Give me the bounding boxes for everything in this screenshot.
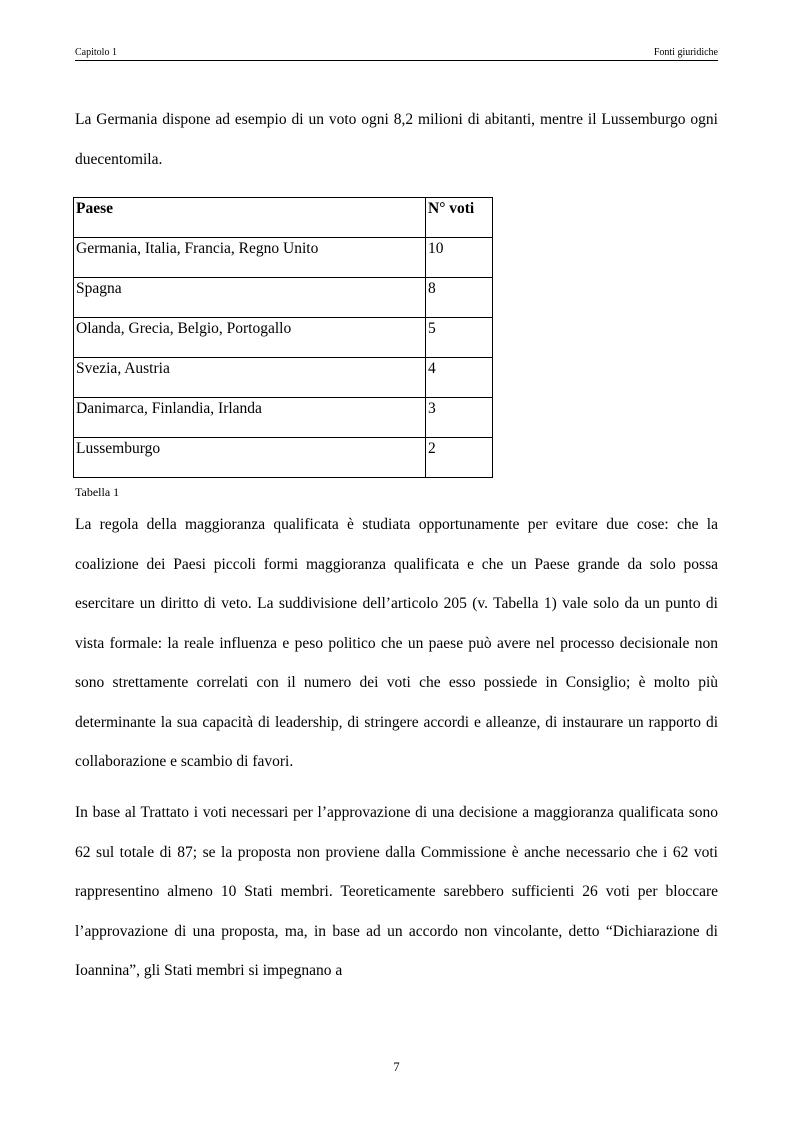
table-row bbox=[74, 398, 493, 438]
table-row bbox=[74, 358, 493, 398]
table-cell-country: Spagna bbox=[74, 278, 426, 318]
header-chapter: Capitolo 1 bbox=[75, 47, 117, 58]
table-cell-votes: 3 bbox=[426, 398, 493, 438]
table-cell-votes: 8 bbox=[426, 278, 493, 318]
votes-table bbox=[73, 197, 493, 478]
intro-paragraph: La Germania dispone ad esempio di un voto ogni 8,2 milioni di abitanti, mentre il Lussemburgo ogni duecentomila. bbox=[75, 111, 718, 168]
table-cell-votes: 4 bbox=[426, 358, 493, 398]
table-row bbox=[74, 278, 493, 318]
table-row bbox=[74, 438, 493, 478]
header-voti: N° voti bbox=[426, 198, 493, 238]
table-caption: Tabella 1 bbox=[75, 485, 120, 499]
table-row bbox=[74, 238, 493, 278]
table-cell-country: Svezia, Austria bbox=[74, 358, 426, 398]
table-row bbox=[74, 318, 493, 358]
page-number: 7 bbox=[393, 1060, 400, 1074]
body-paragraph-treaty: In base al Trattato i voti necessari per l’approvazione di una decisione a maggioranza qualificata sono 62 sul totale di 87; se la proposta non proviene dalla Commissione è anche necessario che i 62 voti rappresentino almeno 10 Stati membri. Teoreticamente sarebbero sufficienti 26 voti per bloccare l’approvazione di una proposta, ma, in base ad un accordo non vincolante, detto “Dichiarazione di Ioannina”, gli Stati membri si impegnano a bbox=[75, 804, 718, 979]
table-cell-country: Danimarca, Finlandia, Irlanda bbox=[74, 398, 426, 438]
page-header bbox=[75, 48, 718, 61]
table-cell-votes: 5 bbox=[426, 318, 493, 358]
table-cell-country: Olanda, Grecia, Belgio, Portogallo bbox=[74, 318, 426, 358]
body-paragraph-majority: La regola della maggioranza qualificata è studiata opportunamente per evitare due cose: che la coalizione dei Paesi piccoli formi maggioranza qualificata e che un Paese grande da solo possa esercitare un diritto di veto. La suddivisione dell’articolo 205 (v. Tabella 1) vale solo da un punto di vista formale: la reale influenza e peso politico che un paese può avere nel processo decisionale non sono strettamente correlati con il numero dei voti che esso possiede in Consiglio; è molto più determinante la sua capacità di leadership, di stringere accordi e alleanze, di instaurare un rapporto di collaborazione e scambio di favori. bbox=[75, 516, 718, 770]
table-cell-country: Lussemburgo bbox=[74, 438, 426, 478]
table-header-row bbox=[74, 198, 493, 238]
header-section: Fonti giuridiche bbox=[653, 47, 718, 58]
header-paese: Paese bbox=[74, 198, 426, 238]
table-cell-votes: 10 bbox=[426, 238, 493, 278]
table-cell-country: Germania, Italia, Francia, Regno Unito bbox=[74, 238, 426, 278]
table-cell-votes: 2 bbox=[426, 438, 493, 478]
